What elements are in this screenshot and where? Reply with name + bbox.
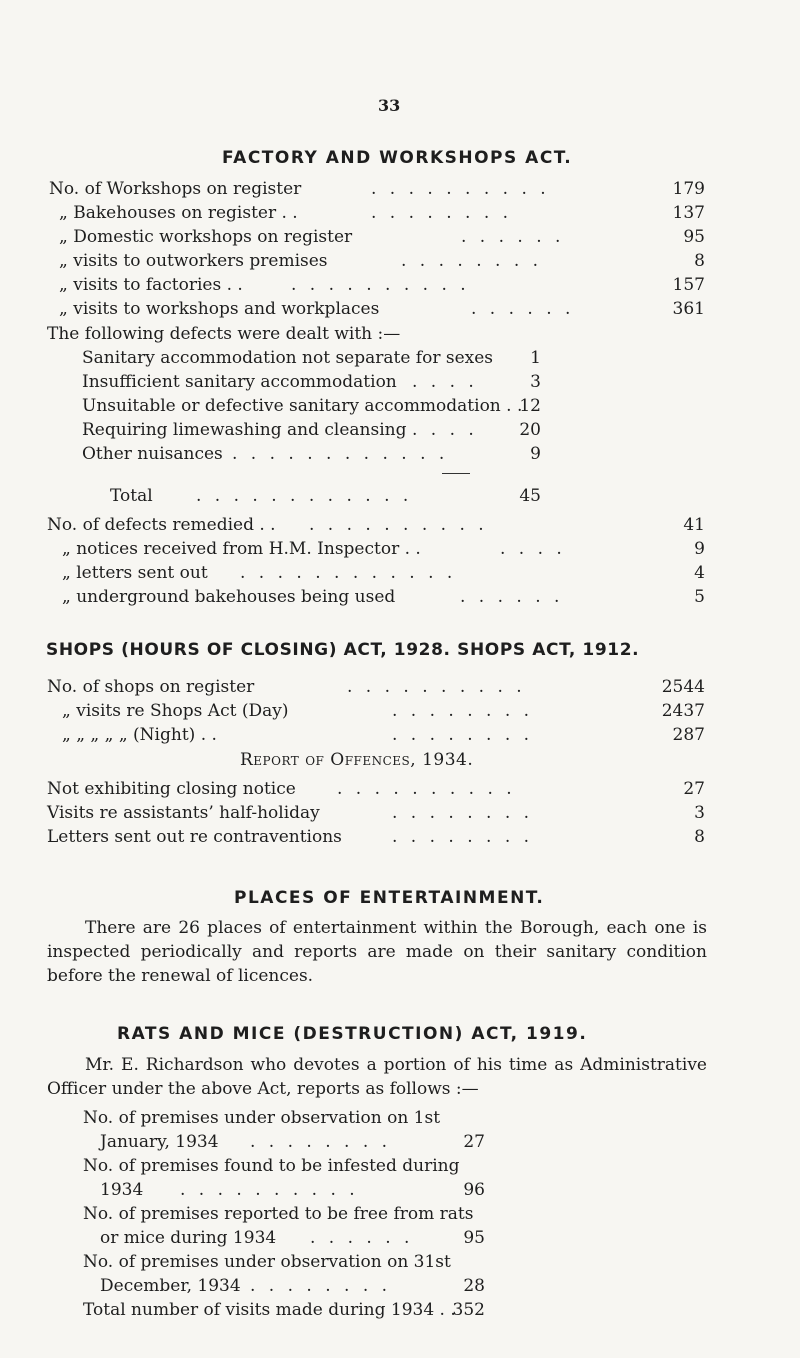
stat-value: 287 — [672, 725, 705, 745]
factory-stat-row — [49, 177, 705, 201]
offence-row — [47, 777, 705, 801]
rats-total-label: Total number of visits made during 1934 . . — [83, 1300, 456, 1320]
offence-row — [47, 825, 705, 849]
leader-dots: . . . . . . — [471, 299, 575, 319]
offence-value: 8 — [694, 827, 705, 847]
leader-dots: . . . . — [412, 372, 478, 392]
offence-label: Visits re assistants’ half-holiday — [47, 803, 320, 823]
rats-item-line2: December, 1934 — [100, 1276, 241, 1296]
defect-value: 9 — [530, 444, 541, 464]
defect-value: 12 — [519, 396, 541, 416]
entertainment-paragraph: There are 26 places of entertainment within the Borough, each one is inspected periodically and reports are made on their sanitary condition before the renewal of licences. — [47, 918, 707, 986]
rats-item-line2: January, 1934 — [100, 1132, 219, 1152]
defect-label: Requiring limewashing and cleansing — [82, 420, 407, 440]
remedied-label: „ notices received from H.M. Inspector . . — [62, 539, 421, 559]
total-value: 45 — [519, 486, 541, 506]
stat-label: „ visits to outworkers premises — [59, 251, 328, 271]
rats-intro: Mr. E. Richardson who devotes a portion of his time as Administrative Officer under the above Act, reports as follows :— — [47, 1055, 707, 1099]
stat-value: 361 — [672, 299, 705, 319]
offence-label: Not exhibiting closing notice — [47, 779, 296, 799]
offence-value: 3 — [694, 803, 705, 823]
leader-dots: . . . . . . . . . . . . — [196, 486, 413, 506]
defect-row — [82, 394, 562, 418]
rats-item-value: 28 — [463, 1276, 485, 1296]
defect-label: Insufficient sanitary accommodation — [82, 372, 397, 392]
remedied-value: 9 — [694, 539, 705, 559]
leader-dots: . . . . — [500, 539, 566, 559]
remedied-label: „ letters sent out — [62, 563, 208, 583]
rats-item-value: 27 — [463, 1132, 485, 1152]
leader-dots: . . . . . . . . — [250, 1276, 392, 1296]
defect-row — [82, 418, 562, 442]
stat-value: 8 — [694, 251, 705, 271]
sum-rule — [442, 473, 470, 474]
rats-item-cont — [100, 1274, 520, 1298]
stat-label: No. of shops on register — [47, 677, 255, 697]
stat-label: „ Bakehouses on register . . — [59, 203, 298, 223]
stat-label: „ visits to factories . . — [59, 275, 243, 295]
leader-dots: . . . . . . . . . . . . — [232, 444, 449, 464]
factory-stat-row — [59, 249, 705, 273]
stat-value: 2544 — [661, 677, 705, 697]
stat-label: „ visits re Shops Act (Day) — [62, 701, 289, 721]
rats-item-value: 96 — [463, 1180, 485, 1200]
leader-dots: . . . . . . — [310, 1228, 414, 1248]
leader-dots: . . . . . . . . — [250, 1132, 392, 1152]
rats-item — [83, 1154, 523, 1178]
rats-item-line2: or mice during 1934 — [100, 1228, 277, 1248]
leader-dots: . . . . — [412, 420, 478, 440]
leader-dots: . . . . . . . . — [392, 827, 534, 847]
stat-label: No. of Workshops on register — [49, 179, 302, 199]
remedied-label: „ underground bakehouses being used — [62, 587, 396, 607]
leader-dots: . . . . . . — [460, 587, 564, 607]
offence-row — [47, 801, 705, 825]
stat-value: 157 — [672, 275, 705, 295]
rats-item-line2: 1934 — [100, 1180, 144, 1200]
shops-stat-row — [62, 699, 705, 723]
rats-item-cont — [100, 1130, 520, 1154]
rats-item-cont — [100, 1226, 520, 1250]
factory-heading: FACTORY AND WORKSHOPS ACT. — [222, 148, 573, 168]
rats-item — [83, 1202, 523, 1226]
leader-dots: . . . . . . . . — [401, 251, 543, 271]
leader-dots: . . . . . . . . — [392, 803, 534, 823]
remedied-value: 4 — [694, 563, 705, 583]
rats-item-line1: No. of premises reported to be free from rats — [83, 1204, 474, 1224]
defect-label: Sanitary accommodation not separate for sexes — [82, 348, 494, 368]
defect-label: Unsuitable or defective sanitary accommodation . . — [82, 396, 523, 416]
offences-heading-text: Report of Offences, 1934. — [240, 750, 474, 770]
remedied-row — [47, 513, 705, 537]
leader-dots: . . . . . . . . . . — [347, 677, 526, 697]
rats-item — [83, 1250, 523, 1274]
defects-intro-text: The following defects were dealt with :— — [47, 324, 401, 344]
leader-dots: . . . . . . . . . . — [180, 1180, 359, 1200]
defect-row — [82, 370, 562, 394]
leader-dots: . . . . . . . . . . — [371, 179, 550, 199]
factory-stat-row — [59, 225, 705, 249]
leader-dots: . . . . . . . . — [392, 725, 534, 745]
entertainment-heading: PLACES OF ENTERTAINMENT. — [234, 888, 545, 908]
factory-stat-row — [59, 201, 705, 225]
leader-dots: . . . . . . . . . . — [309, 515, 488, 535]
remedied-row — [62, 585, 705, 609]
stat-value: 2437 — [661, 701, 705, 721]
defect-value: 20 — [519, 420, 541, 440]
remedied-row — [62, 561, 705, 585]
factory-stat-row — [59, 297, 705, 321]
stat-value: 137 — [672, 203, 705, 223]
shops-heading: SHOPS (HOURS OF CLOSING) ACT, 1928. SHOPS ACT, 1912. — [46, 640, 640, 660]
rats-item-line1: No. of premises found to be infested during — [83, 1156, 460, 1176]
total-label: Total — [110, 486, 153, 506]
defect-row — [82, 346, 562, 370]
rats-total-row — [83, 1298, 523, 1322]
leader-dots: . . . . . . . . . . — [337, 779, 516, 799]
stat-value: 95 — [683, 227, 705, 247]
rats-item-line1: No. of premises under observation on 1st — [83, 1108, 441, 1128]
remedied-value: 41 — [683, 515, 705, 535]
leader-dots: . . . . . . . . — [371, 203, 513, 223]
leader-dots: . . . . . . . . . . — [291, 275, 470, 295]
shops-stat-row — [47, 675, 705, 699]
rats-item-value: 95 — [463, 1228, 485, 1248]
defect-value: 1 — [530, 348, 541, 368]
remedied-row — [62, 537, 705, 561]
defect-value: 3 — [530, 372, 541, 392]
rats-heading: RATS AND MICE (DESTRUCTION) ACT, 1919. — [117, 1024, 588, 1044]
rats-item — [83, 1106, 523, 1130]
leader-dots: . . . . . . . . . . . . — [240, 563, 457, 583]
remedied-label: No. of defects remedied . . — [47, 515, 276, 535]
stat-label: „ „ „ „ „ (Night) . . — [62, 725, 217, 745]
defect-row — [82, 442, 562, 466]
stat-label: „ visits to workshops and workplaces — [59, 299, 380, 319]
page-number: 33 — [378, 96, 401, 115]
leader-dots: . . . . . . . . — [392, 701, 534, 721]
shops-stat-row — [62, 723, 705, 747]
offence-label: Letters sent out re contraventions — [47, 827, 342, 847]
rats-item-cont — [100, 1178, 520, 1202]
leader-dots: . . . . . . — [461, 227, 565, 247]
stat-label: „ Domestic workshops on register — [59, 227, 353, 247]
defect-label: Other nuisances — [82, 444, 223, 464]
rats-item-line1: No. of premises under observation on 31st — [83, 1252, 451, 1272]
defects-total-row — [110, 484, 562, 508]
factory-stat-row — [59, 273, 705, 297]
remedied-value: 5 — [694, 587, 705, 607]
offence-value: 27 — [683, 779, 705, 799]
rats-total-value: 352 — [452, 1300, 485, 1320]
stat-value: 179 — [672, 179, 705, 199]
